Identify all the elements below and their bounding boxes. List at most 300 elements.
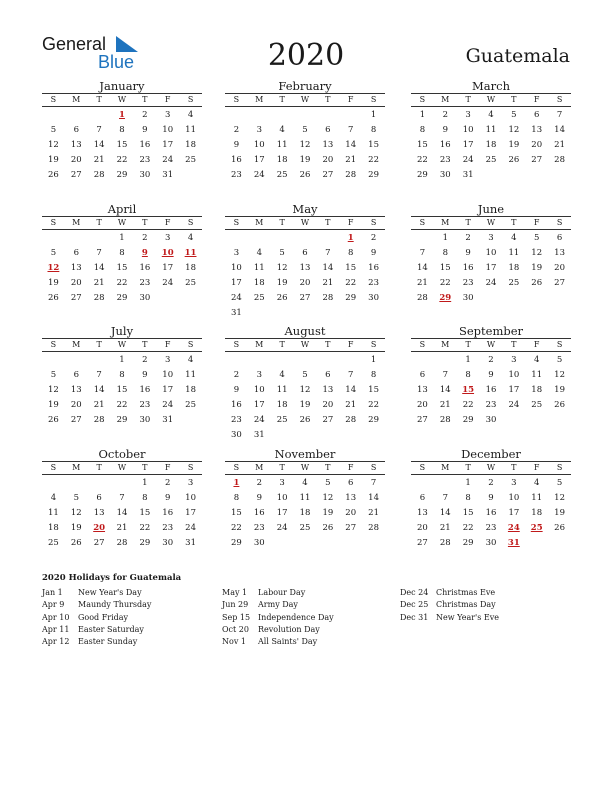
day-cell: 21	[322, 278, 334, 288]
day-cell: 10	[276, 493, 288, 503]
weekday-header	[42, 93, 202, 107]
day-cell: 8	[370, 370, 377, 380]
empty-cell	[316, 353, 339, 368]
day-cell: 14	[345, 140, 357, 150]
day-cell: 2	[233, 370, 240, 380]
day-cell: 28	[345, 170, 357, 180]
weekday-label: M	[441, 340, 450, 349]
holiday-day-cell: 20	[93, 523, 106, 533]
day-cell: 5	[73, 493, 79, 503]
day-cell: 22	[439, 278, 451, 288]
day-cell: 16	[253, 508, 265, 518]
empty-cell	[88, 108, 111, 123]
day-cell: 23	[368, 278, 379, 288]
weekday-label: S	[233, 340, 240, 349]
empty-cell	[339, 108, 362, 123]
day-cell: 6	[556, 233, 563, 243]
month-name: October	[98, 447, 146, 461]
day-cell: 7	[119, 493, 125, 503]
day-cell: 7	[325, 248, 331, 258]
empty-cell	[65, 108, 88, 123]
month-name: November	[274, 447, 336, 461]
day-cell: 16	[162, 508, 174, 518]
empty-cell	[294, 231, 317, 246]
day-cell: 20	[70, 278, 82, 288]
day-cell: 21	[93, 155, 105, 165]
weekday-label: S	[419, 218, 426, 227]
day-cell: 23	[439, 155, 451, 165]
day-cell: 19	[554, 508, 565, 518]
day-cell: 15	[417, 140, 428, 150]
day-cell: 8	[142, 493, 148, 503]
holiday-column	[42, 587, 151, 648]
day-cell: 27	[531, 155, 543, 165]
holiday-day-cell: 1	[119, 110, 125, 120]
day-cell: 7	[442, 493, 448, 503]
empty-cell	[271, 353, 294, 368]
day-cell: 5	[325, 478, 331, 488]
weekday-label: S	[419, 95, 426, 104]
day-cell: 19	[299, 400, 311, 410]
weekday-label: F	[347, 218, 354, 227]
day-cell: 25	[185, 155, 196, 165]
day-cell: 5	[511, 110, 517, 120]
day-cell: 7	[442, 370, 448, 380]
weekday-header	[411, 338, 571, 352]
holiday-name: All Saints' Day	[258, 637, 318, 647]
day-cell: 20	[70, 400, 82, 410]
day-cell: 16	[485, 508, 497, 518]
day-cell: 6	[325, 370, 331, 380]
day-cell: 25	[531, 400, 543, 410]
day-cell: 4	[488, 110, 494, 120]
day-cell: 24	[485, 278, 497, 288]
day-cell: 1	[142, 478, 148, 488]
month-may	[225, 202, 385, 321]
day-cell: 2	[142, 110, 148, 120]
weekday-label: T	[325, 95, 331, 104]
month-name: April	[107, 202, 137, 216]
day-cell: 3	[279, 478, 285, 488]
empty-cell	[225, 353, 248, 368]
day-cell: 27	[345, 523, 357, 533]
day-cell: 10	[462, 125, 474, 135]
day-cell: 28	[554, 155, 565, 165]
weekday-label: T	[142, 218, 148, 227]
day-cell: 23	[485, 523, 497, 533]
day-cell: 28	[417, 293, 428, 303]
day-cell: 26	[554, 523, 565, 533]
day-cell: 11	[253, 263, 265, 273]
empty-cell	[411, 231, 434, 246]
holiday-day-cell: 10	[161, 248, 174, 258]
month-september	[411, 324, 571, 428]
weekday-label: M	[441, 463, 450, 472]
weekday-label: S	[50, 95, 57, 104]
weekday-label: S	[370, 463, 377, 472]
day-cell: 23	[139, 155, 151, 165]
day-cell: 31	[162, 415, 174, 425]
day-cell: 4	[279, 125, 285, 135]
day-cell: 23	[485, 400, 497, 410]
day-cell: 9	[142, 125, 148, 135]
holiday-item	[400, 599, 499, 611]
day-cell: 15	[116, 140, 128, 150]
day-cell: 4	[511, 233, 517, 243]
empty-cell	[294, 353, 317, 368]
weekday-label: S	[419, 463, 426, 472]
weekday-label: W	[486, 95, 496, 104]
logo-text-general: General	[42, 34, 107, 54]
day-cell: 8	[442, 248, 448, 258]
holiday-name: Maundy Thursday	[78, 600, 152, 610]
day-cell: 27	[322, 415, 334, 425]
empty-cell	[65, 476, 88, 491]
day-cell: 20	[299, 278, 311, 288]
day-cell: 7	[96, 125, 102, 135]
day-cell: 2	[488, 355, 494, 365]
day-cell: 1	[465, 355, 471, 365]
day-cell: 8	[419, 125, 426, 135]
holiday-day-cell: 1	[347, 233, 354, 243]
day-cell: 9	[233, 385, 240, 395]
day-cell: 4	[256, 248, 262, 258]
empty-cell	[88, 353, 111, 368]
day-cell: 21	[93, 278, 105, 288]
empty-cell	[248, 231, 271, 246]
day-cell: 21	[417, 278, 428, 288]
day-cell: 18	[508, 263, 520, 273]
weekday-label: T	[511, 218, 517, 227]
day-cell: 3	[233, 248, 240, 258]
day-cell: 29	[417, 170, 428, 180]
weekday-label: T	[142, 340, 148, 349]
day-cell: 19	[299, 155, 311, 165]
country-name: Guatemala	[465, 45, 570, 67]
weekday-label: S	[187, 340, 194, 349]
day-cell: 10	[185, 493, 196, 503]
day-cell: 8	[370, 125, 377, 135]
day-cell: 8	[348, 248, 354, 258]
holiday-item	[222, 599, 334, 611]
weekday-label: F	[533, 340, 540, 349]
day-cell: 20	[70, 155, 82, 165]
weekday-label: S	[556, 463, 563, 472]
day-cell: 27	[417, 538, 428, 548]
holiday-date: Jun 29	[222, 600, 249, 610]
day-cell: 3	[165, 233, 171, 243]
day-cell: 9	[142, 370, 148, 380]
day-cell: 15	[439, 263, 451, 273]
day-cell: 26	[70, 538, 82, 548]
day-cell: 25	[299, 523, 311, 533]
day-cell: 7	[96, 370, 102, 380]
day-cell: 8	[119, 248, 125, 258]
day-cell: 27	[70, 415, 82, 425]
day-cell: 22	[231, 523, 242, 533]
day-cell: 23	[231, 170, 242, 180]
weekday-header	[411, 93, 571, 107]
day-cell: 17	[162, 140, 174, 150]
holiday-item	[222, 636, 334, 648]
weekday-label: S	[370, 95, 377, 104]
month-october	[42, 447, 202, 551]
day-cell: 15	[231, 508, 242, 518]
weekday-label: S	[187, 218, 194, 227]
holiday-column	[222, 587, 334, 648]
holiday-item	[42, 636, 151, 648]
month-august	[225, 324, 385, 443]
day-cell: 6	[73, 248, 79, 258]
empty-cell	[294, 108, 317, 123]
day-cell: 19	[48, 155, 59, 165]
empty-cell	[248, 108, 271, 123]
day-cell: 19	[322, 508, 334, 518]
day-cell: 18	[531, 385, 543, 395]
empty-cell	[411, 353, 434, 368]
day-grid	[42, 108, 202, 183]
empty-cell	[111, 476, 134, 491]
weekday-label: T	[511, 340, 517, 349]
day-cell: 6	[348, 478, 354, 488]
weekday-label: S	[556, 95, 563, 104]
day-cell: 26	[48, 415, 59, 425]
weekday-label: W	[300, 218, 310, 227]
holiday-item	[222, 612, 334, 624]
day-cell: 11	[531, 370, 543, 380]
day-cell: 12	[48, 140, 59, 150]
weekday-label: M	[255, 95, 264, 104]
day-cell: 20	[531, 140, 543, 150]
month-june	[411, 202, 571, 306]
month-name: January	[99, 79, 145, 93]
day-cell: 4	[534, 478, 540, 488]
day-cell: 4	[279, 370, 285, 380]
weekday-label: S	[187, 95, 194, 104]
day-cell: 4	[50, 493, 57, 503]
weekday-label: S	[50, 218, 57, 227]
day-cell: 11	[185, 370, 196, 380]
calendar-year: 2020	[267, 38, 345, 73]
day-cell: 5	[556, 355, 563, 365]
day-cell: 11	[185, 125, 196, 135]
holiday-date: Dec 25	[400, 600, 429, 610]
day-grid	[225, 353, 385, 443]
day-cell: 30	[162, 538, 174, 548]
holiday-item	[400, 587, 499, 599]
day-cell: 25	[185, 400, 196, 410]
day-cell: 7	[370, 478, 377, 488]
day-cell: 18	[185, 140, 196, 150]
day-cell: 19	[276, 278, 288, 288]
weekday-label: W	[117, 218, 127, 227]
day-cell: 5	[50, 370, 57, 380]
day-cell: 25	[48, 538, 59, 548]
day-cell: 7	[348, 125, 354, 135]
day-cell: 17	[508, 508, 520, 518]
day-cell: 17	[276, 508, 288, 518]
day-cell: 9	[370, 248, 377, 258]
month-february	[225, 79, 385, 183]
month-name: May	[292, 202, 318, 216]
day-cell: 10	[162, 125, 174, 135]
empty-cell	[411, 476, 434, 491]
holiday-name: New Year's Day	[78, 588, 142, 597]
day-cell: 2	[142, 355, 148, 365]
day-cell: 15	[368, 140, 379, 150]
day-cell: 29	[462, 538, 474, 548]
day-cell: 2	[370, 233, 377, 243]
day-cell: 28	[439, 415, 451, 425]
month-december	[411, 447, 571, 551]
day-cell: 21	[368, 508, 379, 518]
weekday-label: S	[233, 95, 240, 104]
day-cell: 15	[116, 385, 128, 395]
day-cell: 14	[417, 263, 428, 273]
month-name: September	[458, 324, 524, 338]
day-cell: 6	[96, 493, 102, 503]
holiday-name: Revolution Day	[258, 624, 320, 634]
weekday-header	[411, 461, 571, 475]
holiday-item	[42, 624, 151, 636]
day-cell: 16	[462, 263, 474, 273]
day-cell: 13	[70, 385, 82, 395]
day-cell: 29	[116, 415, 128, 425]
day-cell: 5	[279, 248, 285, 258]
day-cell: 30	[485, 538, 497, 548]
day-grid	[42, 476, 202, 551]
day-cell: 23	[139, 278, 151, 288]
weekday-label: M	[72, 340, 81, 349]
day-cell: 21	[93, 400, 105, 410]
day-cell: 17	[185, 508, 196, 518]
holiday-date: May 1	[222, 588, 248, 597]
day-cell: 12	[299, 385, 311, 395]
holiday-date: Apr 10	[42, 612, 70, 622]
holiday-date: Oct 20	[222, 624, 249, 634]
day-cell: 4	[187, 233, 194, 243]
day-cell: 15	[368, 385, 379, 395]
weekday-label: T	[96, 463, 102, 472]
day-cell: 30	[253, 538, 265, 548]
day-cell: 21	[345, 400, 357, 410]
day-cell: 18	[299, 508, 311, 518]
empty-cell	[225, 108, 248, 123]
month-name: February	[278, 79, 332, 93]
day-cell: 14	[439, 385, 451, 395]
day-cell: 25	[276, 170, 288, 180]
day-cell: 9	[256, 493, 262, 503]
day-cell: 9	[488, 370, 494, 380]
month-name: June	[477, 202, 505, 216]
empty-cell	[42, 108, 65, 123]
day-cell: 21	[345, 155, 357, 165]
day-cell: 11	[508, 248, 520, 258]
day-cell: 12	[508, 125, 520, 135]
day-cell: 29	[139, 538, 151, 548]
weekday-label: W	[486, 218, 496, 227]
day-cell: 2	[256, 478, 262, 488]
holiday-day-cell: 29	[439, 293, 452, 303]
empty-cell	[65, 231, 88, 246]
weekday-label: S	[50, 340, 57, 349]
day-cell: 22	[368, 155, 379, 165]
empty-cell	[88, 476, 111, 491]
day-cell: 17	[253, 155, 265, 165]
day-cell: 17	[231, 278, 242, 288]
day-cell: 3	[256, 370, 262, 380]
weekday-header	[225, 338, 385, 352]
day-cell: 12	[554, 370, 565, 380]
day-cell: 3	[187, 478, 194, 488]
day-cell: 8	[119, 125, 125, 135]
weekday-label: T	[325, 463, 331, 472]
holiday-name: Easter Sunday	[78, 637, 138, 647]
day-cell: 31	[231, 308, 242, 318]
day-cell: 19	[48, 400, 59, 410]
weekday-label: W	[300, 95, 310, 104]
day-cell: 22	[116, 155, 128, 165]
day-cell: 22	[368, 400, 379, 410]
day-cell: 22	[417, 155, 428, 165]
day-cell: 22	[139, 523, 151, 533]
weekday-label: T	[465, 95, 471, 104]
day-cell: 3	[165, 355, 171, 365]
weekday-label: W	[300, 340, 310, 349]
day-cell: 10	[485, 248, 497, 258]
day-cell: 30	[439, 170, 451, 180]
weekday-label: M	[255, 340, 264, 349]
day-cell: 18	[48, 523, 59, 533]
day-cell: 16	[439, 140, 451, 150]
weekday-label: S	[233, 463, 240, 472]
day-cell: 29	[462, 415, 474, 425]
day-cell: 27	[93, 538, 105, 548]
weekday-label: S	[233, 218, 240, 227]
day-cell: 5	[302, 370, 308, 380]
day-cell: 6	[73, 370, 79, 380]
weekday-label: T	[279, 340, 285, 349]
day-cell: 13	[417, 508, 428, 518]
day-cell: 19	[48, 278, 59, 288]
holiday-day-cell: 15	[462, 385, 475, 395]
day-cell: 11	[48, 508, 59, 518]
weekday-label: T	[465, 218, 471, 227]
day-cell: 16	[139, 140, 151, 150]
empty-cell	[88, 231, 111, 246]
day-cell: 24	[162, 155, 174, 165]
weekday-label: M	[255, 463, 264, 472]
day-cell: 20	[417, 400, 428, 410]
day-cell: 6	[419, 370, 426, 380]
holiday-name: Christmas Day	[436, 600, 496, 610]
day-cell: 13	[70, 140, 82, 150]
day-cell: 27	[70, 293, 82, 303]
holiday-date: Jan 1	[42, 588, 63, 597]
day-cell: 6	[534, 110, 540, 120]
day-cell: 7	[419, 248, 426, 258]
day-grid	[42, 231, 202, 306]
day-cell: 26	[48, 293, 59, 303]
weekday-label: T	[465, 340, 471, 349]
holidays-title: 2020 Holidays for Guatemala	[42, 573, 182, 583]
day-cell: 28	[345, 415, 357, 425]
day-cell: 31	[253, 430, 265, 440]
holiday-item	[42, 599, 151, 611]
day-cell: 14	[116, 508, 128, 518]
day-cell: 5	[50, 248, 57, 258]
empty-cell	[271, 108, 294, 123]
